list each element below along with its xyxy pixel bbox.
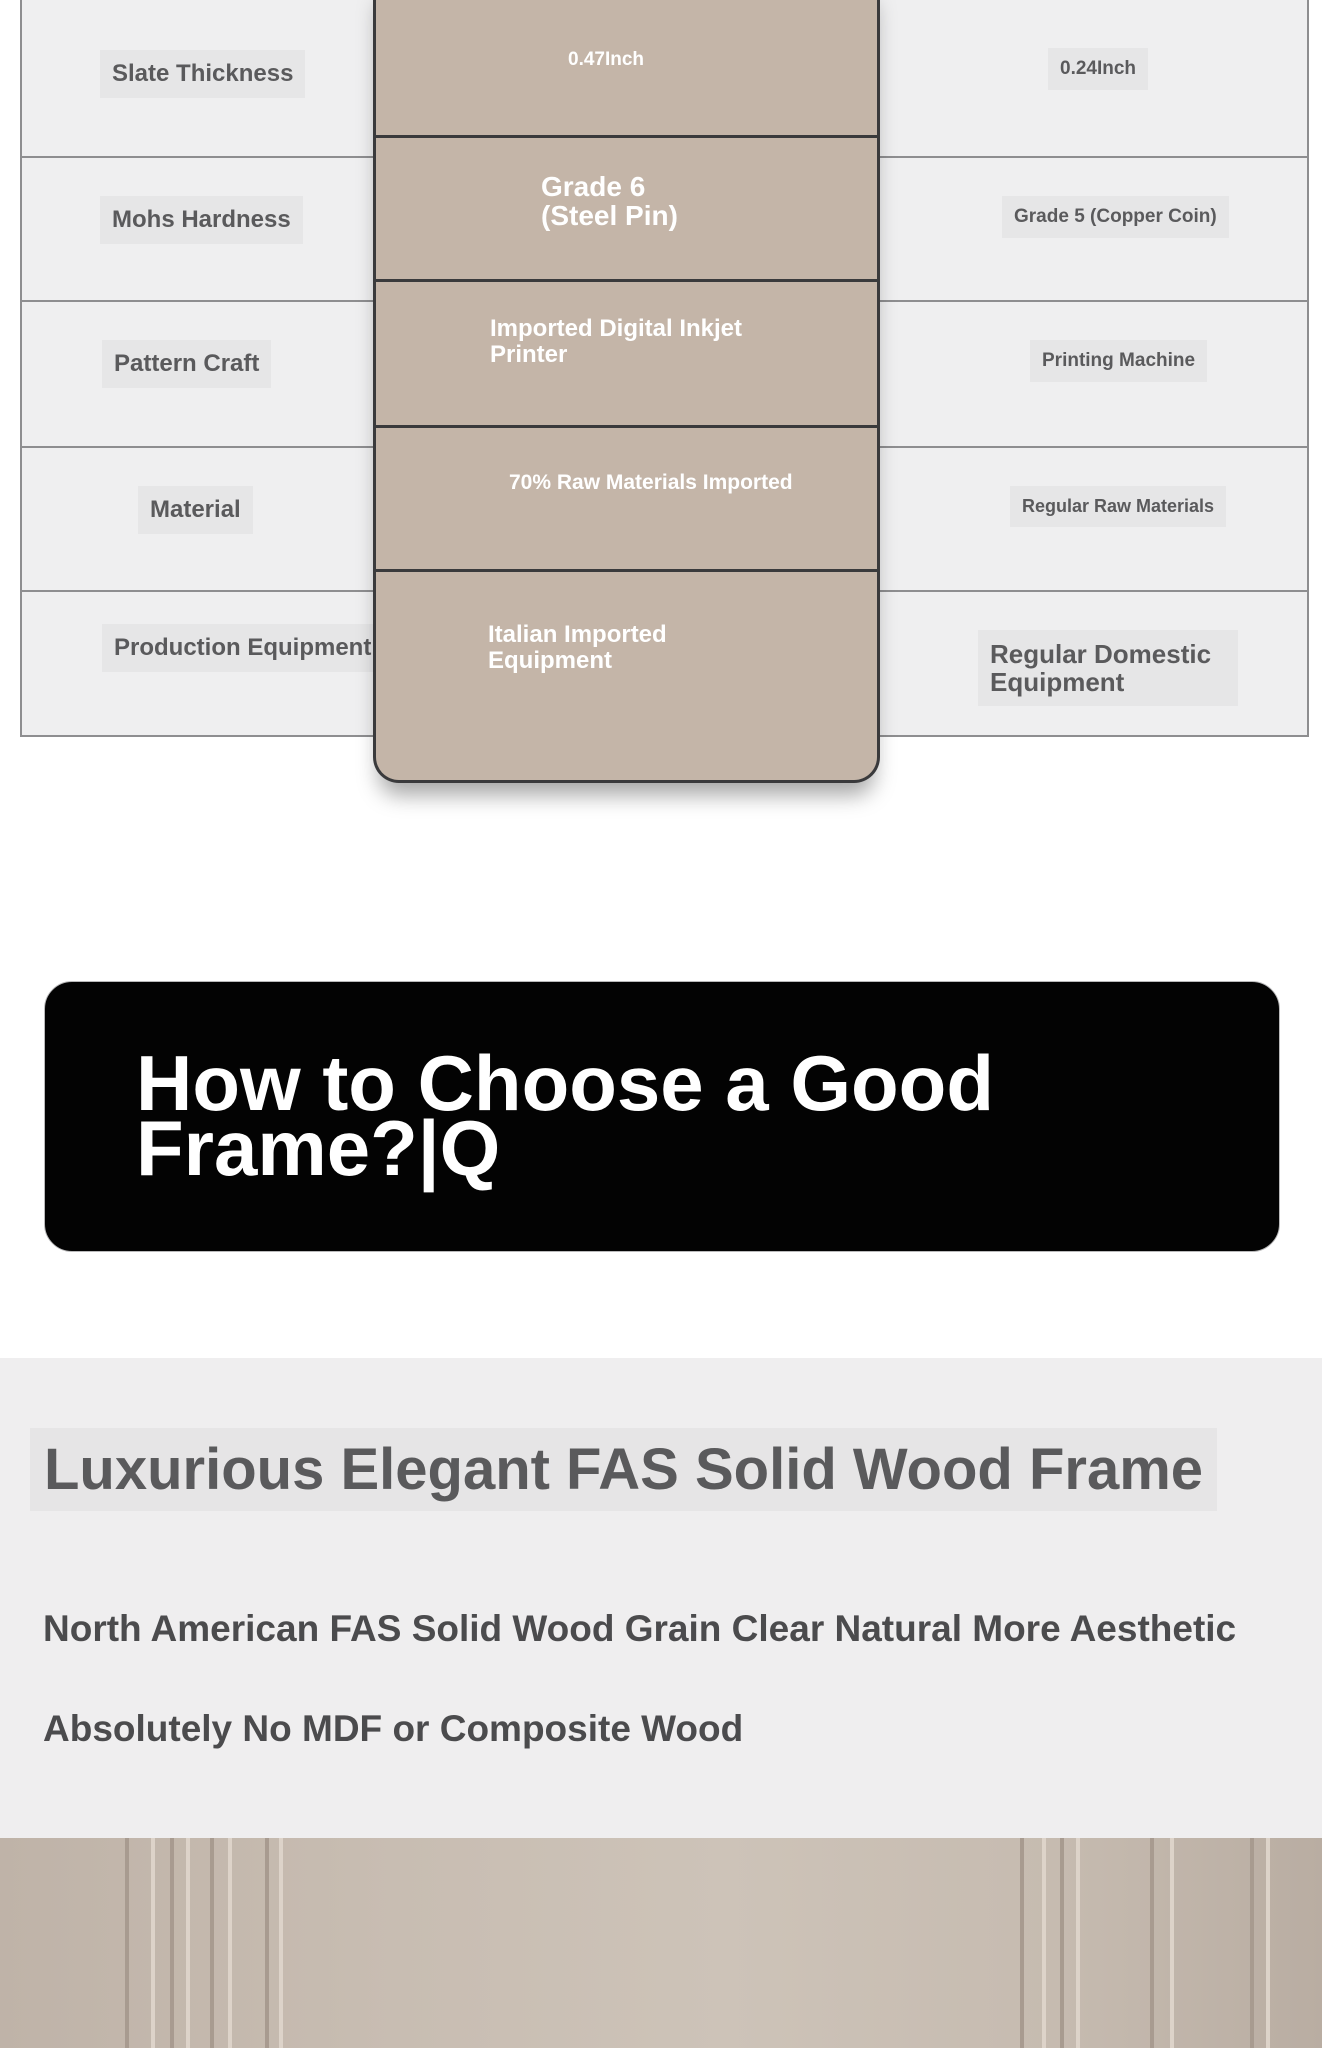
ours-mohs-line1: Grade 6 bbox=[541, 171, 646, 202]
comparison-table bbox=[0, 0, 1322, 840]
ours-equipment-line2: Equipment bbox=[488, 647, 612, 674]
ours-mohs-line2: (Steel Pin) bbox=[541, 200, 678, 232]
row-label-production-equipment: Production Equipment bbox=[102, 624, 383, 672]
ours-pattern-line2: Printer bbox=[490, 341, 568, 368]
table-row bbox=[878, 592, 1309, 737]
wall-molding bbox=[170, 1838, 190, 2048]
banner-title-line1: How to Choose a Good bbox=[136, 1039, 994, 1127]
table-row bbox=[376, 572, 877, 780]
table-row bbox=[878, 158, 1309, 302]
comparison-our-product-column bbox=[373, 0, 880, 783]
wall-molding bbox=[265, 1838, 283, 2048]
wall-molding bbox=[125, 1838, 155, 2048]
competitor-pattern-craft: Printing Machine bbox=[1030, 340, 1207, 382]
table-row bbox=[376, 282, 877, 428]
ours-mohs-hardness bbox=[541, 172, 678, 231]
table-row bbox=[878, 0, 1309, 158]
table-row bbox=[376, 0, 877, 138]
competitor-production-equipment bbox=[978, 630, 1238, 706]
table-row bbox=[20, 448, 374, 592]
ours-equipment-line1: Italian Imported bbox=[488, 621, 667, 648]
banner-title-line2: Frame?|Q bbox=[136, 1104, 501, 1192]
competitor-equipment-line1: Regular Domestic bbox=[990, 639, 1212, 669]
row-label-pattern-craft: Pattern Craft bbox=[102, 340, 271, 388]
wall-molding bbox=[1020, 1838, 1046, 2048]
wall-molding bbox=[1150, 1838, 1174, 2048]
competitor-equipment-line2: Equipment bbox=[990, 667, 1125, 697]
info-line-wood-grain: North American FAS Solid Wood Grain Clear Natural More Aesthetic bbox=[43, 1608, 1237, 1649]
table-row bbox=[878, 448, 1309, 592]
wall-molding bbox=[210, 1838, 232, 2048]
wall-panel-photo bbox=[0, 1838, 1322, 2048]
table-row bbox=[20, 302, 374, 448]
table-row bbox=[20, 0, 374, 158]
competitor-mohs-hardness: Grade 5 (Copper Coin) bbox=[1002, 196, 1229, 238]
table-row bbox=[376, 428, 877, 572]
table-row bbox=[376, 138, 877, 282]
wall-molding bbox=[1250, 1838, 1270, 2048]
table-row bbox=[20, 158, 374, 302]
row-label-material: Material bbox=[138, 486, 253, 534]
ours-pattern-line1: Imported Digital Inkjet bbox=[490, 315, 743, 342]
banner-title bbox=[136, 1039, 1036, 1192]
row-label-mohs-hardness: Mohs Hardness bbox=[100, 196, 303, 244]
info-title: Luxurious Elegant FAS Solid Wood Frame bbox=[30, 1428, 1217, 1511]
table-row bbox=[878, 302, 1309, 448]
how-to-choose-banner bbox=[44, 981, 1280, 1252]
ours-material: 70% Raw Materials Imported bbox=[509, 471, 793, 494]
ours-slate-thickness: 0.47Inch bbox=[568, 49, 645, 70]
info-line-no-mdf: Absolutely No MDF or Composite Wood bbox=[43, 1708, 744, 1749]
row-label-slate-thickness: Slate Thickness bbox=[100, 50, 305, 98]
wall-molding bbox=[1060, 1838, 1080, 2048]
ours-pattern-craft bbox=[490, 316, 742, 368]
table-row bbox=[20, 592, 374, 737]
competitor-material: Regular Raw Materials bbox=[1010, 486, 1226, 527]
frame-info-section bbox=[0, 1358, 1322, 1838]
ours-production-equipment bbox=[488, 622, 667, 674]
competitor-slate-thickness: 0.24Inch bbox=[1048, 48, 1148, 90]
